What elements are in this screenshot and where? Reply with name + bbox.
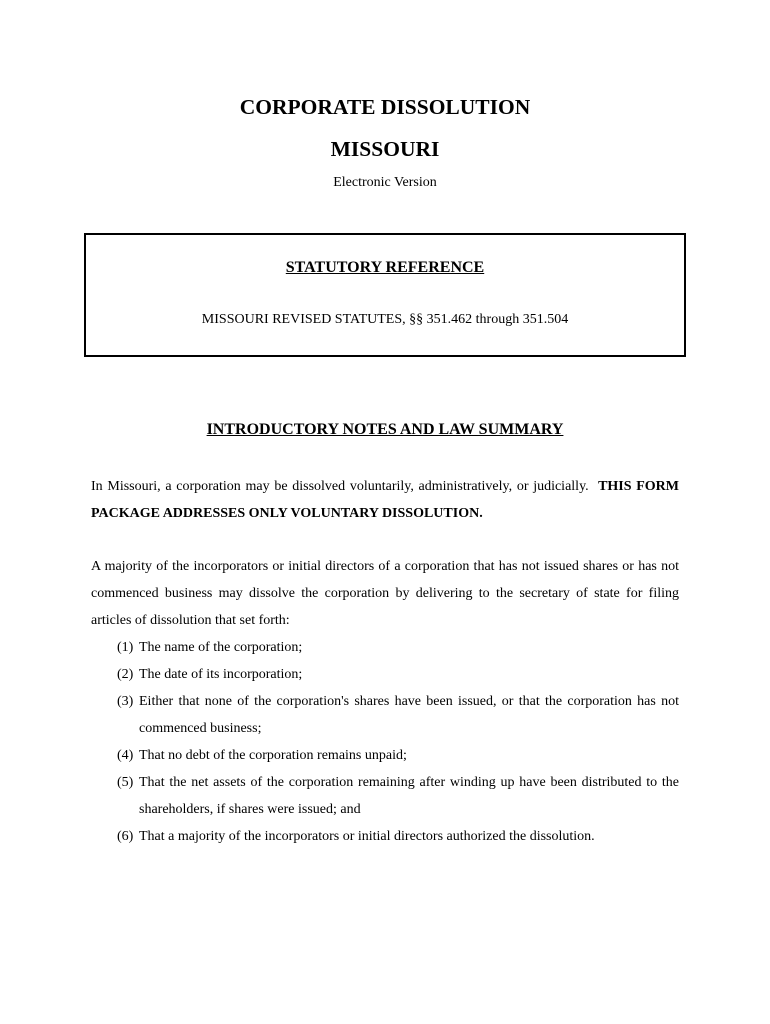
intro-heading: INTRODUCTORY NOTES AND LAW SUMMARY xyxy=(206,421,564,438)
list-item xyxy=(117,769,679,823)
list-item-number: (2) xyxy=(117,667,134,682)
list-item-number: (4) xyxy=(117,748,134,763)
list-item-text: That no debt of the corporation remains unpaid; xyxy=(139,748,407,763)
list-item-text: The date of its incorporation; xyxy=(139,667,303,682)
list-item xyxy=(117,661,679,688)
dissolution-requirements-list xyxy=(117,634,679,850)
list-item xyxy=(117,742,679,769)
list-item-number: (3) xyxy=(117,694,134,709)
intro-paragraph-1-bold: THIS FORM PACKAGE ADDRESSES ONLY VOLUNTARY DISSOLUTION. xyxy=(91,479,679,521)
intro-paragraph-1-text: In Missouri, a corporation may be dissolved voluntarily, administratively, or judicially. xyxy=(91,479,589,494)
list-item-text: That a majority of the incorporators or initial directors authorized the dissolution. xyxy=(139,829,595,844)
list-item xyxy=(117,823,679,850)
statutory-reference-heading: STATUTORY REFERENCE xyxy=(285,259,485,276)
intro-paragraph-1 xyxy=(91,473,679,527)
document-state: MISSOURI xyxy=(330,137,440,161)
document-version: Electronic Version xyxy=(333,175,437,190)
list-item-number: (6) xyxy=(117,829,134,844)
list-item-text: The name of the corporation; xyxy=(139,640,303,655)
list-item-number: (5) xyxy=(117,775,134,790)
statutory-reference-box xyxy=(84,233,686,357)
intro-paragraph-2: A majority of the incorporators or initial directors of a corporation that has not issued shares or has not commenced business may dissolve the corporation by delivering to the secretary of state for filing articles of dissolution that set forth: xyxy=(91,559,679,628)
document-title: CORPORATE DISSOLUTION xyxy=(239,95,531,119)
statutory-reference-text: MISSOURI REVISED STATUTES, §§ 351.462 through 351.504 xyxy=(201,312,569,327)
list-item xyxy=(117,634,679,661)
list-item-text: That the net assets of the corporation remaining after winding up have been distributed to the shareholders, if shares were issued; and xyxy=(139,775,679,817)
list-item-number: (1) xyxy=(117,640,134,655)
list-item-text: Either that none of the corporation's shares have been issued, or that the corporation has not commenced business; xyxy=(139,694,679,736)
list-item xyxy=(117,688,679,742)
